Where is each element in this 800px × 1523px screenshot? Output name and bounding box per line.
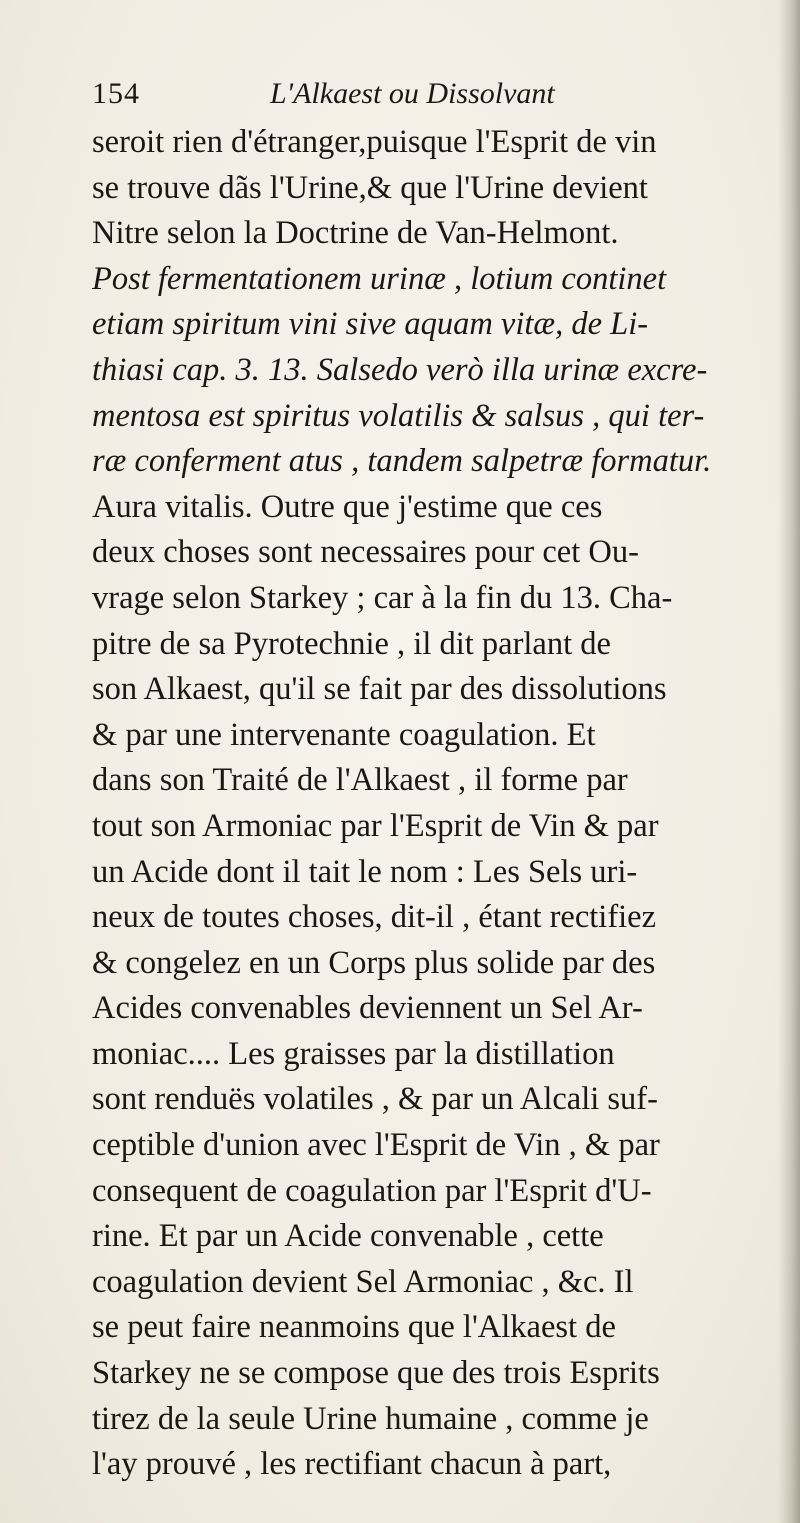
- text-line: tout son Armoniac par l'Esprit de Vin & par: [92, 807, 659, 844]
- text-line: deux choses sont necessaires pour cet Ou-: [92, 534, 639, 571]
- text-line: Starkey ne se compose que des trois Esprits: [92, 1355, 660, 1392]
- text-line: vrage selon Starkey ; car à la fin du 13. Cha-: [92, 579, 673, 616]
- latin-quote-line: etiam spiritum vini sive aquam vitæ, de Li-: [92, 306, 649, 343]
- text-line: & congelez en un Corps plus solide par des: [92, 944, 656, 981]
- running-title: L'Alkaest ou Dissolvant: [270, 77, 555, 110]
- text-line: & par une intervenante coagulation. Et: [92, 716, 596, 753]
- body-text: [92, 120, 772, 1488]
- text-line: l'ay prouvé , les rectifiant chacun à part,: [92, 1446, 612, 1483]
- latin-quote-line: Post fermentationem urinæ , lotium continet: [92, 260, 667, 297]
- text-line: neux de toutes choses, dit-il , étant rectifiez: [92, 899, 657, 936]
- text-line: se trouve dãs l'Urine,& que l'Urine devient: [92, 169, 648, 206]
- text-line: ceptible d'union avec l'Esprit de Vin , & par: [92, 1127, 660, 1164]
- page-header: [92, 72, 692, 116]
- text-line: Nitre selon la Doctrine de Van-Helmont.: [92, 215, 619, 252]
- page-number: 154: [92, 77, 140, 110]
- latin-quote-line: ræ conferment atus , tandem salpetræ formatur.: [92, 443, 712, 480]
- page-edge-shadow: [778, 0, 800, 1523]
- text-line: consequent de coagulation par l'Esprit d'U-: [92, 1172, 652, 1209]
- text-line: Aura vitalis. Outre que j'estime que ces: [92, 488, 603, 525]
- text-line: coagulation devient Sel Armoniac , &c. Il: [92, 1263, 634, 1300]
- latin-quote-line: thiasi cap. 3. 13. Salsedo verò illa urinæ excre-: [92, 351, 708, 388]
- text-line: moniac.... Les graisses par la distillation: [92, 1035, 615, 1072]
- text-line: tirez de la seule Urine humaine , comme je: [92, 1400, 649, 1437]
- text-line: dans son Traité de l'Alkaest , il forme par: [92, 762, 628, 799]
- text-line: se peut faire neanmoins que l'Alkaest de: [92, 1309, 616, 1346]
- text-line: sont renduës volatiles , & par un Alcali suf-: [92, 1081, 658, 1118]
- text-line: pitre de sa Pyrotechnie , il dit parlant de: [92, 625, 611, 662]
- text-line: seroit rien d'étranger,puisque l'Esprit de vin: [92, 124, 657, 160]
- latin-quote-line: mentosa est spiritus volatilis & salsus , qui ter-: [92, 397, 705, 434]
- text-line: un Acide dont il tait le nom : Les Sels uri-: [92, 853, 638, 890]
- text-line: rine. Et par un Acide convenable , cette: [92, 1218, 604, 1255]
- text-line: son Alkaest, qu'il se fait par des dissolutions: [92, 671, 667, 708]
- text-line: Acides convenables deviennent un Sel Ar-: [92, 990, 643, 1027]
